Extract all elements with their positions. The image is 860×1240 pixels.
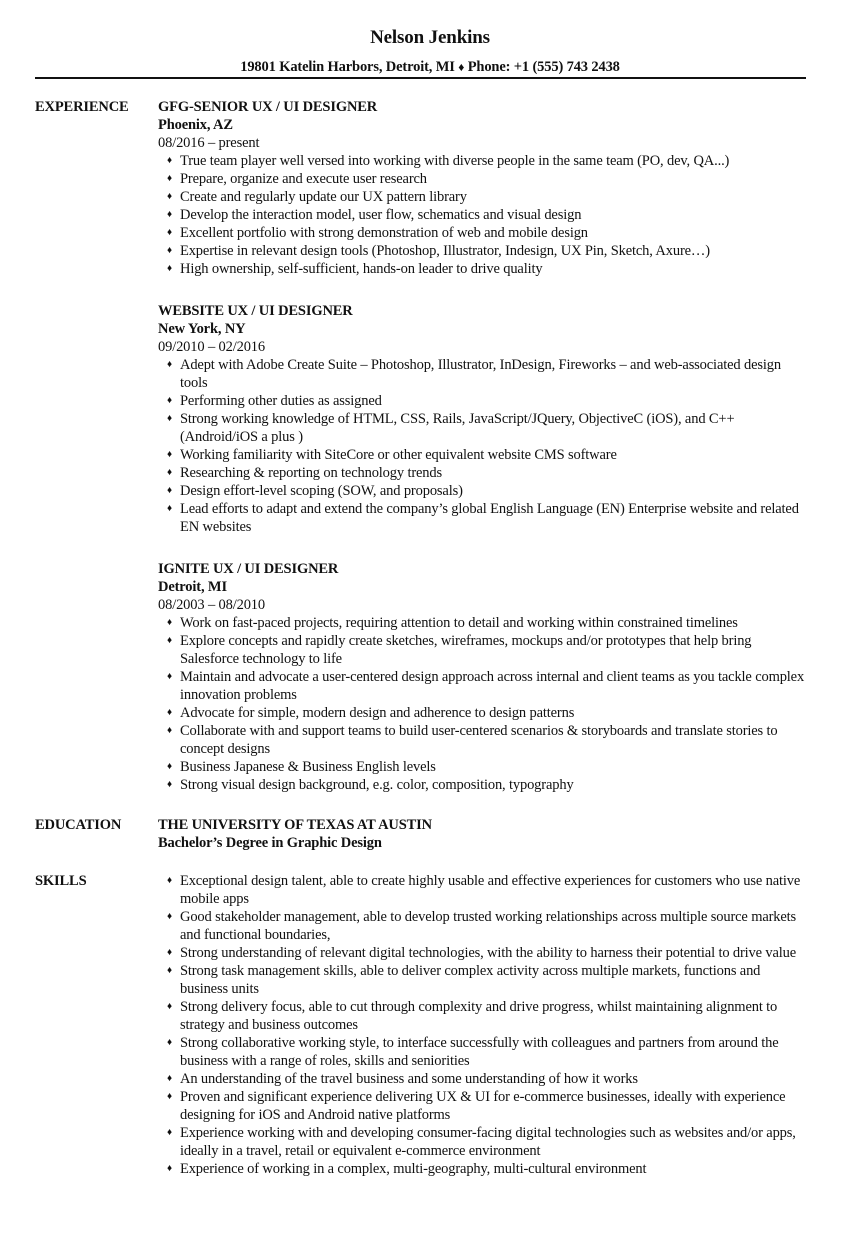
bullet-icon: ♦ [167, 617, 172, 628]
list-item [158, 170, 810, 188]
bullet-text: Good stakeholder management, able to develop trusted working relationships across multiple source markets and functional boundaries, [180, 909, 797, 943]
list-item [158, 758, 810, 776]
education-section [35, 816, 810, 852]
list-item [158, 944, 810, 962]
job-entry [158, 560, 810, 794]
bullet-text: Strong working knowledge of HTML, CSS, Rails, JavaScript/JQuery, ObjectiveC (iOS), and C++ (Android/iOS a plus ) [180, 411, 735, 445]
list-item [158, 356, 810, 392]
list-item [158, 1160, 810, 1178]
section-label-education: EDUCATION [35, 817, 122, 833]
bullet-icon: ♦ [167, 413, 172, 424]
bullet-text: Create and regularly update our UX pattern library [180, 189, 467, 205]
bullet-icon: ♦ [167, 1037, 172, 1048]
bullet-icon: ♦ [167, 947, 172, 958]
bullet-text: Strong delivery focus, able to cut through complexity and drive progress, whilst maintaining alignment to strategy and business outcomes [180, 999, 778, 1033]
bullet-text: Prepare, organize and execute user research [180, 171, 427, 187]
list-item [158, 1124, 810, 1160]
candidate-name: Nelson Jenkins [370, 27, 490, 48]
section-label-skills: SKILLS [35, 873, 87, 889]
bullet-icon: ♦ [167, 965, 172, 976]
diamond-separator-icon: ♦ [458, 60, 465, 74]
bullet-text: Strong collaborative working style, to interface successfully with colleagues and partners from around the business with a range of roles, skills and seniorities [180, 1035, 779, 1069]
bullet-text: Expertise in relevant design tools (Photoshop, Illustrator, Indesign, UX Pin, Sketch, Axure…) [180, 243, 710, 259]
bullet-icon: ♦ [167, 761, 172, 772]
list-item [158, 632, 810, 668]
bullet-icon: ♦ [167, 635, 172, 646]
bullet-text: Excellent portfolio with strong demonstration of web and mobile design [180, 225, 588, 241]
job-bullets [158, 152, 810, 278]
bullet-text: Business Japanese & Business English levels [180, 759, 436, 775]
bullet-icon: ♦ [167, 779, 172, 790]
bullet-text: Strong task management skills, able to deliver complex activity across multiple markets, functions and business units [180, 963, 761, 997]
header-divider [35, 77, 806, 79]
list-item [158, 962, 810, 998]
contact-line [0, 58, 860, 76]
skills-section [35, 872, 810, 1178]
bullet-icon: ♦ [167, 359, 172, 370]
bullet-text: Adept with Adobe Create Suite – Photoshop, Illustrator, InDesign, Fireworks – and web-associated design tools [180, 357, 781, 391]
bullet-icon: ♦ [167, 1163, 172, 1174]
list-item [158, 872, 810, 908]
bullet-text: An understanding of the travel business and some understanding of how it works [180, 1071, 638, 1087]
bullet-icon: ♦ [167, 1073, 172, 1084]
job-title: GFG-SENIOR UX / UI DESIGNER [158, 99, 378, 115]
bullet-icon: ♦ [167, 245, 172, 256]
bullet-text: Performing other duties as assigned [180, 393, 382, 409]
bullet-icon: ♦ [167, 395, 172, 406]
job-title: IGNITE UX / UI DESIGNER [158, 561, 339, 577]
bullet-icon: ♦ [167, 485, 172, 496]
bullet-text: Strong understanding of relevant digital technologies, with the ability to harness their potential to drive value [180, 945, 797, 961]
experience-section [35, 98, 810, 818]
bullet-text: Experience working with and developing consumer-facing digital technologies such as websites and/or apps, ideally in a travel, retail or equivalent e-commerce environment [180, 1125, 796, 1159]
job-location: New York, NY [158, 321, 246, 337]
bullet-text: Experience of working in a complex, multi-geography, multi-cultural environment [180, 1161, 647, 1177]
list-item [158, 1088, 810, 1124]
list-item [158, 1034, 810, 1070]
list-item [158, 776, 810, 794]
list-item [158, 242, 810, 260]
list-item [158, 614, 810, 632]
list-item [158, 188, 810, 206]
list-item [158, 722, 810, 758]
bullet-icon: ♦ [167, 671, 172, 682]
bullet-icon: ♦ [167, 191, 172, 202]
bullet-icon: ♦ [167, 875, 172, 886]
job-bullets [158, 356, 810, 536]
bullet-text: Exceptional design talent, able to create highly usable and effective experiences for customers who use native mobile apps [180, 873, 801, 907]
phone: Phone: +1 (555) 743 2438 [467, 59, 620, 75]
job-entry [158, 98, 810, 278]
degree: Bachelor’s Degree in Graphic Design [158, 835, 382, 851]
job-bullets [158, 614, 810, 794]
bullet-text: Work on fast-paced projects, requiring attention to detail and working within constrained timelines [180, 615, 738, 631]
job-title: WEBSITE UX / UI DESIGNER [158, 303, 353, 319]
bullet-text: Working familiarity with SiteCore or other equivalent website CMS software [180, 447, 617, 463]
job-dates: 08/2003 – 08/2010 [158, 597, 266, 613]
bullet-text: Lead efforts to adapt and extend the company’s global English Language (EN) Enterprise website and related EN websites [180, 501, 799, 535]
list-item [158, 206, 810, 224]
job-dates: 08/2016 – present [158, 135, 260, 151]
list-item [158, 1070, 810, 1088]
address: 19801 Katelin Harbors, Detroit, MI [240, 59, 455, 75]
job-location: Detroit, MI [158, 579, 227, 595]
bullet-icon: ♦ [167, 503, 172, 514]
list-item [158, 668, 810, 704]
job-dates: 09/2010 – 02/2016 [158, 339, 266, 355]
bullet-text: Advocate for simple, modern design and adherence to design patterns [180, 705, 575, 721]
bullet-icon: ♦ [167, 911, 172, 922]
bullet-text: True team player well versed into working with diverse people in the same team (PO, dev, QA...) [180, 153, 730, 169]
list-item [158, 482, 810, 500]
bullet-icon: ♦ [167, 467, 172, 478]
bullet-icon: ♦ [167, 173, 172, 184]
list-item [158, 152, 810, 170]
bullet-text: High ownership, self-sufficient, hands-on leader to drive quality [180, 261, 543, 277]
list-item [158, 500, 810, 536]
list-item [158, 260, 810, 278]
list-item [158, 464, 810, 482]
bullet-icon: ♦ [167, 707, 172, 718]
list-item [158, 224, 810, 242]
skills-list [158, 872, 810, 1178]
bullet-text: Collaborate with and support teams to build user-centered scenarios & storyboards and translate stories to concept designs [180, 723, 778, 757]
bullet-icon: ♦ [167, 1001, 172, 1012]
bullet-icon: ♦ [167, 263, 172, 274]
bullet-text: Proven and significant experience delivering UX & UI for e-commerce businesses, ideally with experience designing for iOS and Android native platforms [180, 1089, 786, 1123]
list-item [158, 704, 810, 722]
bullet-text: Maintain and advocate a user-centered design approach across internal and client teams as you tackle complex innovation problems [180, 669, 805, 703]
list-item [158, 998, 810, 1034]
list-item [158, 392, 810, 410]
job-entry [158, 302, 810, 536]
bullet-icon: ♦ [167, 449, 172, 460]
list-item [158, 410, 810, 446]
bullet-icon: ♦ [167, 155, 172, 166]
bullet-icon: ♦ [167, 209, 172, 220]
job-location: Phoenix, AZ [158, 117, 233, 133]
bullet-icon: ♦ [167, 725, 172, 736]
bullet-icon: ♦ [167, 1127, 172, 1138]
bullet-text: Strong visual design background, e.g. color, composition, typography [180, 777, 574, 793]
list-item [158, 446, 810, 464]
bullet-text: Design effort-level scoping (SOW, and proposals) [180, 483, 463, 499]
section-label-experience: EXPERIENCE [35, 99, 129, 115]
bullet-icon: ♦ [167, 1091, 172, 1102]
school-name: THE UNIVERSITY OF TEXAS AT AUSTIN [158, 817, 432, 833]
list-item [158, 908, 810, 944]
bullet-icon: ♦ [167, 227, 172, 238]
bullet-text: Develop the interaction model, user flow, schematics and visual design [180, 207, 582, 223]
bullet-text: Explore concepts and rapidly create sketches, wireframes, mockups and/or prototypes that help bring Salesforce technology to life [180, 633, 752, 667]
bullet-text: Researching & reporting on technology trends [180, 465, 442, 481]
